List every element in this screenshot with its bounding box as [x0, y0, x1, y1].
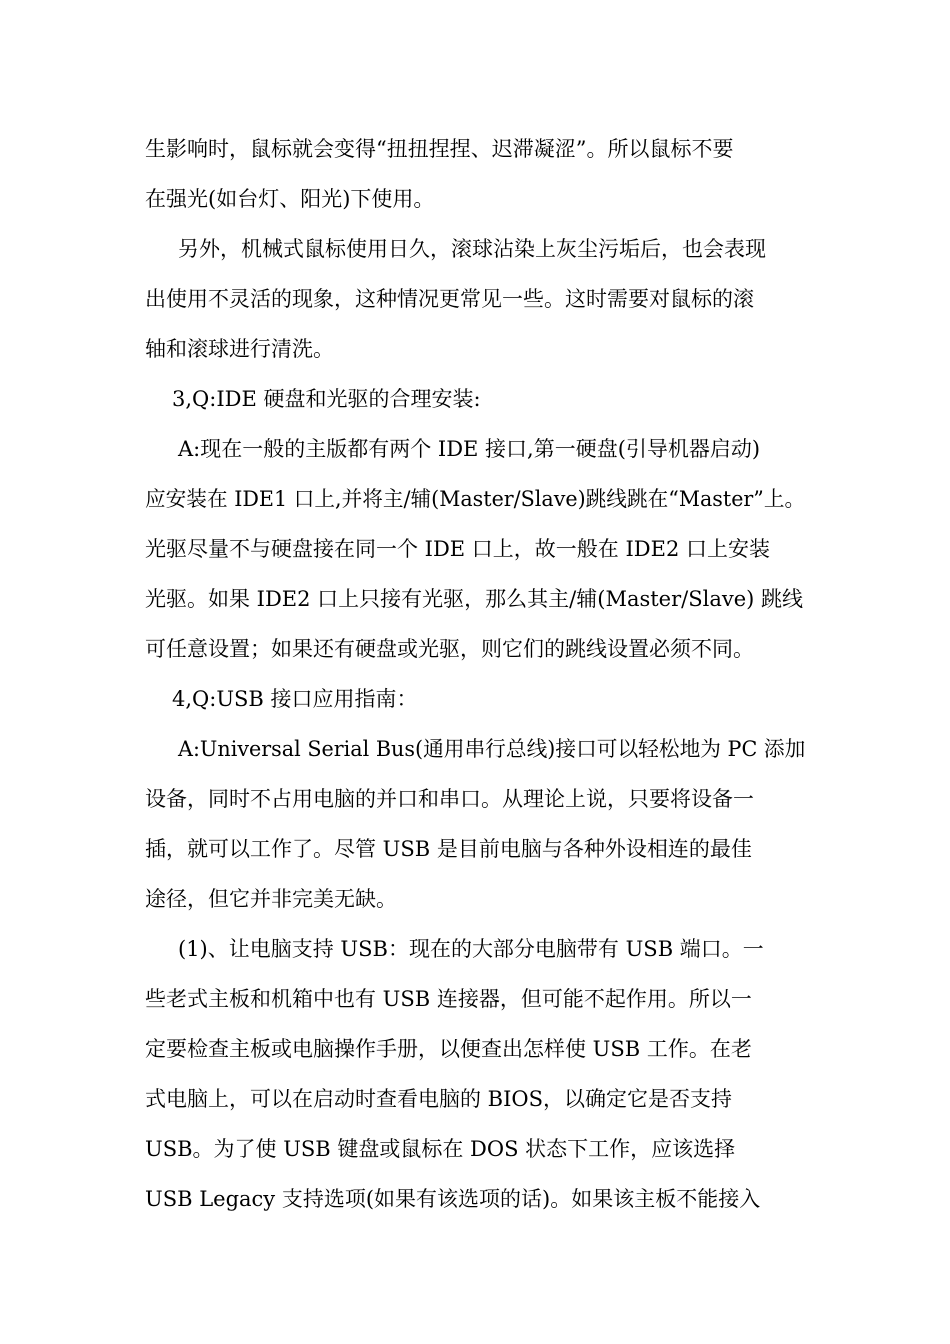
text-line: 生影响时，鼠标就会变得“扭扭捏捏、迟滞凝涩”。所以鼠标不要: [145, 137, 734, 161]
text-line: 式电脑上，可以在启动时查看电脑的 BIOS，以确定它是否支持: [145, 1087, 733, 1111]
text-line: 应安装在 IDE1 口上,并将主/辅(Master/Slave)跳线跳在“Master”上。: [145, 487, 806, 511]
text-line: A:现在一般的主版都有两个 IDE 接口,第一硬盘(引导机器启动): [178, 437, 761, 461]
text-line: 些老式主板和机箱中也有 USB 连接器，但可能不起作用。所以一: [145, 987, 752, 1011]
text-line: 3,Q:IDE 硬盘和光驱的合理安装:: [172, 387, 481, 411]
text-line: 插，就可以工作了。尽管 USB 是目前电脑与各种外设相连的最佳: [145, 837, 752, 861]
text-line: 光驱尽量不与硬盘接在同一个 IDE 口上，故一般在 IDE2 口上安装: [145, 537, 770, 561]
text-line: USB Legacy 支持选项(如果有该选项的话)。如果该主板不能接入: [145, 1187, 761, 1211]
text-line: (1)、让电脑支持 USB：现在的大部分电脑带有 USB 端口。一: [178, 937, 764, 961]
text-line: 在强光(如台灯、阳光)下使用。: [145, 187, 435, 211]
text-line: 定要检查主板或电脑操作手册，以便查出怎样使 USB 工作。在老: [145, 1037, 752, 1061]
text-line: 光驱。如果 IDE2 口上只接有光驱，那么其主/辅(Master/Slave) 跳线: [145, 587, 804, 611]
text-line: USB。为了使 USB 键盘或鼠标在 DOS 状态下工作，应该选择: [145, 1137, 736, 1161]
text-line: 出使用不灵活的现象，这种情况更常见一些。这时需要对鼠标的滚: [145, 287, 754, 311]
text-line: 可任意设置；如果还有硬盘或光驱，则它们的跳线设置必须不同。: [145, 637, 754, 661]
text-line: A:Universal Serial Bus(通用串行总线)接口可以轻松地为 PC 添加: [178, 737, 806, 761]
text-line: 途径，但它并非完美无缺。: [145, 887, 397, 911]
text-line: 另外，机械式鼠标使用日久，滚球沾染上灰尘污垢后，也会表现: [178, 237, 766, 261]
text-line: 设备，同时不占用电脑的并口和串口。从理论上说，只要将设备一: [145, 787, 754, 811]
text-line: 轴和滚球进行清洗。: [145, 337, 334, 361]
text-line: 4,Q:USB 接口应用指南：: [172, 687, 418, 711]
